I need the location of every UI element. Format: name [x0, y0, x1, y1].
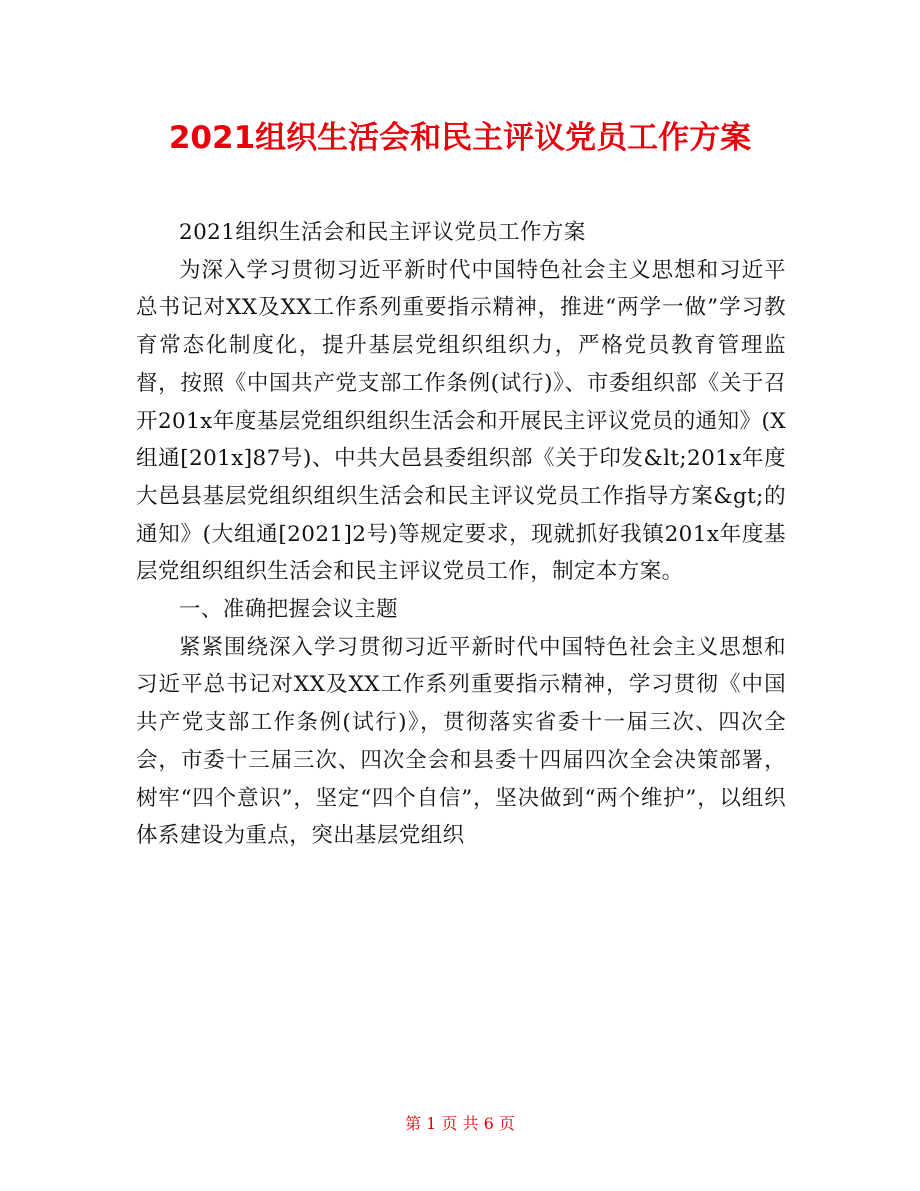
document-title: 2021组织生活会和民主评议党员工作方案 — [168, 120, 752, 156]
page-footer — [0, 1112, 920, 1136]
paragraph-intro: 为深入学习贯彻习近平新时代中国特色社会主义思想和习近平总书记对XX及XX工作系列重要指示精神，推进“两学一做”学习教育常态化制度化，提升基层党组织组织力，严格党员教育管理监督，按照《中国共产党支部工作条例(试行)》、市委组织部《关于召开201x年度基层党组织组织生活会和开展民主评议党员的通知》(X组通[201x]87号)、中共大邑县委组织部《关于印发&lt;201x年度大邑县基层党组织组织生活会和民主评议党员工作指导方案&gt;的通知》(大组通[2021]2号)等规定要求，现就抓好我镇201x年度基层党组织组织生活会和民主评议党员工作，制定本方案。 — [136, 257, 786, 585]
paragraph-heading-repeat: 2021组织生活会和民主评议党员工作方案 — [179, 220, 586, 245]
page-number-label: 第 1 页 共 6 页 — [405, 1114, 515, 1133]
paragraph-section-1: 紧紧围绕深入学习贯彻习近平新时代中国特色社会主义思想和习近平总书记对XX及XX工作系列重要指示精神，学习贯彻《中国共产党支部工作条例(试行)》，贯彻落实省委十一届三次、四次全会，市委十三届三次、四次全会和县委十四届四次全会决策部署，树牢“四个意识”，坚定“四个自信”，坚决做到“两个维护”，以组织体系建设为重点，突出基层党组织 — [136, 634, 786, 849]
section-heading-1: 一、准确把握会议主题 — [179, 597, 399, 623]
document-body — [136, 214, 786, 855]
